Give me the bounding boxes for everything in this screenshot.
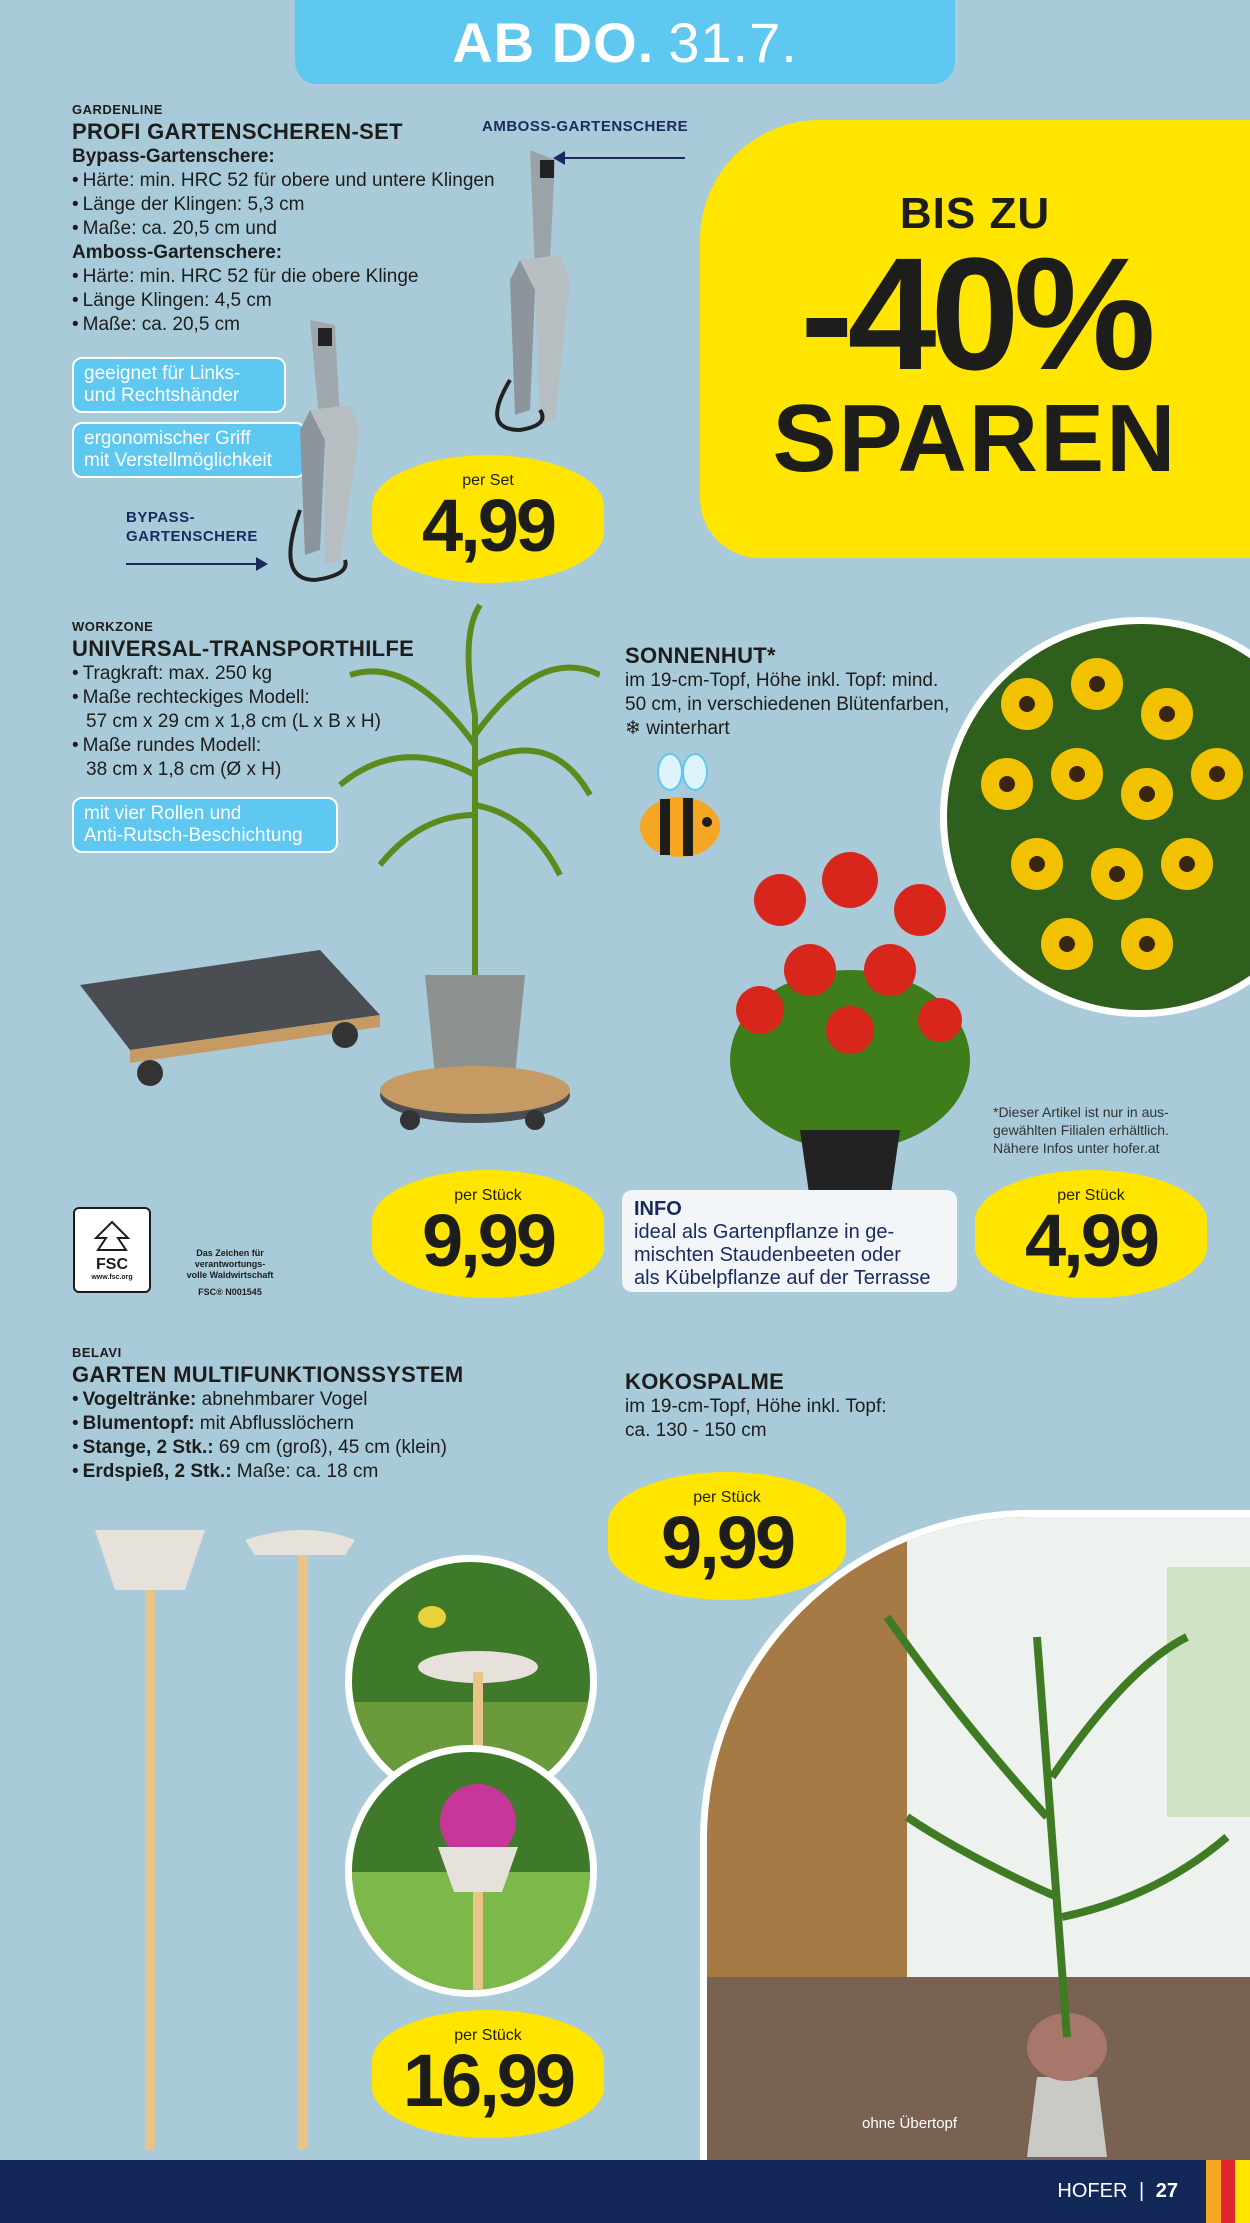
price-unit: per Stück	[454, 2027, 522, 2044]
product-shears-text	[72, 102, 522, 337]
sale-percent: -40%	[800, 224, 1150, 403]
bypass-arrow	[126, 563, 256, 565]
price-tag-sonnenhut	[975, 1170, 1207, 1298]
spec-line: • Tragkraft: max. 250 kg	[72, 662, 432, 686]
kokospalme-photo	[700, 1510, 1250, 2160]
amboss-label: AMBOSS-GARTENSCHERE	[482, 118, 689, 135]
spec-line: • Härte: min. HRC 52 für die obere Klinge	[72, 265, 522, 289]
price-unit: per Stück	[693, 1489, 761, 1506]
sale-line3: SPAREN	[772, 385, 1178, 492]
spec-line: • Maße rechteckiges Modell:	[72, 686, 432, 710]
planter-photo	[345, 1745, 597, 1997]
spec-line: • Maße: ca. 20,5 cm und	[72, 217, 522, 241]
date-prefix: AB DO.	[452, 10, 655, 74]
footnote-line: *Dieser Artikel ist nur in aus-	[993, 1104, 1169, 1120]
brand-label: WORKZONE	[72, 619, 154, 634]
product-garden-system-text	[72, 1345, 542, 1484]
snowflake-icon: ❄	[625, 718, 641, 739]
spec-line: • Maße: ca. 20,5 cm	[72, 313, 522, 337]
feature-badge-hands	[72, 357, 286, 413]
badge-line: mit vier Rollen und	[84, 803, 242, 824]
badge-line: geeignet für Links-	[84, 363, 241, 384]
product-title: UNIVERSAL-TRANSPORTHILFE	[72, 636, 415, 661]
bypass-label	[126, 508, 258, 546]
bypass-label-line: BYPASS-	[126, 509, 196, 526]
bypass-label-line: GARTENSCHERE	[126, 528, 258, 545]
spec-bold: Blumentopf:	[82, 1413, 195, 1434]
fsc-caption-line: Das Zeichen für verantwortungs-	[194, 1248, 266, 1269]
price-value: 9,99	[660, 1501, 794, 1584]
spec-bold: Stange, 2 Stk.:	[82, 1437, 214, 1458]
photo-caption: ohne Übertopf	[862, 2115, 958, 2132]
price-tag-transport	[372, 1170, 604, 1298]
product-title: KOKOSPALME	[625, 1369, 785, 1394]
brand-label: GARDENLINE	[72, 102, 163, 117]
info-line: mischten Staudenbeeten oder	[634, 1244, 901, 1266]
fsc-caption-line: volle Waldwirtschaft	[186, 1270, 274, 1280]
bypass-heading: Bypass-Gartenschere:	[72, 146, 275, 167]
tree-check-icon	[92, 1220, 132, 1256]
hardy-label: winterhart	[646, 718, 730, 739]
price-value: 4,99	[1024, 1199, 1158, 1282]
fsc-caption	[160, 1248, 300, 1298]
product-title: PROFI GARTENSCHEREN-SET	[72, 119, 403, 144]
transport-dolly-image	[80, 595, 600, 1155]
spec-line	[72, 1412, 542, 1436]
footnote-line: Nähere Infos unter hofer.at	[993, 1140, 1160, 1156]
spec-line: • Härte: min. HRC 52 für obere und untere Klingen	[72, 169, 522, 193]
footer-brand-name: HOFER	[1057, 2180, 1128, 2202]
price-tag-shears	[372, 455, 604, 583]
page-number: 27	[1155, 2180, 1178, 2202]
info-line: ideal als Gartenpflanze in ge-	[634, 1221, 895, 1243]
date-header	[295, 0, 955, 84]
spec-line: im 19-cm-Topf, Höhe inkl. Topf:	[625, 1396, 887, 1417]
sale-banner	[700, 120, 1250, 558]
room-scene-image	[707, 1517, 1250, 2160]
product-title: GARTEN MULTIFUNKTIONSSYSTEM	[72, 1362, 464, 1387]
spec-rest: mit Abflusslöchern	[194, 1413, 354, 1434]
planter-image	[352, 1752, 597, 1997]
fsc-logo	[73, 1207, 151, 1293]
spec-line: • Maße rundes Modell:	[72, 734, 432, 758]
stripe-red	[1221, 2160, 1236, 2223]
price-unit: per Set	[462, 472, 514, 489]
spec-line: ca. 130 - 150 cm	[625, 1420, 767, 1441]
badge-line: mit Verstellmöglichkeit	[84, 450, 272, 471]
spec-rest: 69 cm (groß), 45 cm (klein)	[213, 1437, 447, 1458]
price-tag-kokospalme	[608, 1472, 846, 1600]
footer-brand	[1057, 2180, 1178, 2203]
spec-line: 38 cm x 1,8 cm (Ø x H)	[86, 759, 282, 780]
stripe-orange	[1206, 2160, 1221, 2223]
product-sonnenhut-text	[625, 641, 985, 741]
spec-line	[72, 1388, 542, 1412]
spec-line: 57 cm x 29 cm x 1,8 cm (L x B x H)	[86, 711, 381, 732]
product-title: SONNENHUT*	[625, 643, 776, 668]
spec-line: 50 cm, in verschiedenen Blütenfarben,	[625, 694, 950, 715]
fsc-logo-text: FSC	[96, 1255, 128, 1273]
fsc-site: www.fsc.org	[91, 1273, 133, 1281]
price-unit: per Stück	[454, 1187, 522, 1204]
spec-line: • Länge Klingen: 4,5 cm	[72, 289, 522, 313]
spec-line: • Länge der Klingen: 5,3 cm	[72, 193, 522, 217]
fsc-code: FSC® N001545	[198, 1287, 262, 1297]
info-box	[622, 1190, 957, 1292]
spec-line	[72, 1460, 542, 1484]
spec-bold: Vogeltränke:	[82, 1389, 197, 1410]
stripe-yellow	[1235, 2160, 1250, 2223]
info-line: als Kübelpflanze auf der Terrasse	[634, 1267, 931, 1289]
amboss-heading: Amboss-Gartenschere:	[72, 242, 283, 263]
brand-stripes	[1206, 2160, 1250, 2223]
sale-line1: BIS ZU	[899, 189, 1051, 238]
brand-label: BELAVI	[72, 1345, 122, 1360]
spec-line	[72, 1436, 542, 1460]
spec-bold: Erdspieß, 2 Stk.:	[82, 1461, 232, 1482]
footer-divider: |	[1138, 2180, 1145, 2202]
price-tag-garden-system	[372, 2010, 604, 2138]
date-value: 31.7.	[668, 10, 798, 74]
price-unit: per Stück	[1057, 1187, 1125, 1204]
badge-line: Anti-Rutsch-Beschichtung	[84, 825, 303, 846]
info-title: INFO	[634, 1198, 682, 1220]
spec-rest: abnehmbarer Vogel	[196, 1389, 368, 1410]
badge-line: ergonomischer Griff	[84, 428, 251, 449]
arrow-right-icon	[256, 557, 268, 571]
spec-line: im 19-cm-Topf, Höhe inkl. Topf: mind.	[625, 670, 939, 691]
price-value: 9,99	[421, 1199, 555, 1282]
spec-rest: Maße: ca. 18 cm	[231, 1461, 379, 1482]
availability-footnote	[993, 1103, 1223, 1157]
amboss-shears-image	[460, 140, 610, 440]
footnote-line: gewählten Filialen erhältlich.	[993, 1122, 1169, 1138]
badge-line: und Rechtshänder	[84, 385, 240, 406]
hardy-line	[625, 717, 985, 741]
price-value: 4,99	[421, 484, 555, 567]
price-value: 16,99	[402, 2039, 574, 2122]
product-kokospalme-text	[625, 1367, 925, 1443]
